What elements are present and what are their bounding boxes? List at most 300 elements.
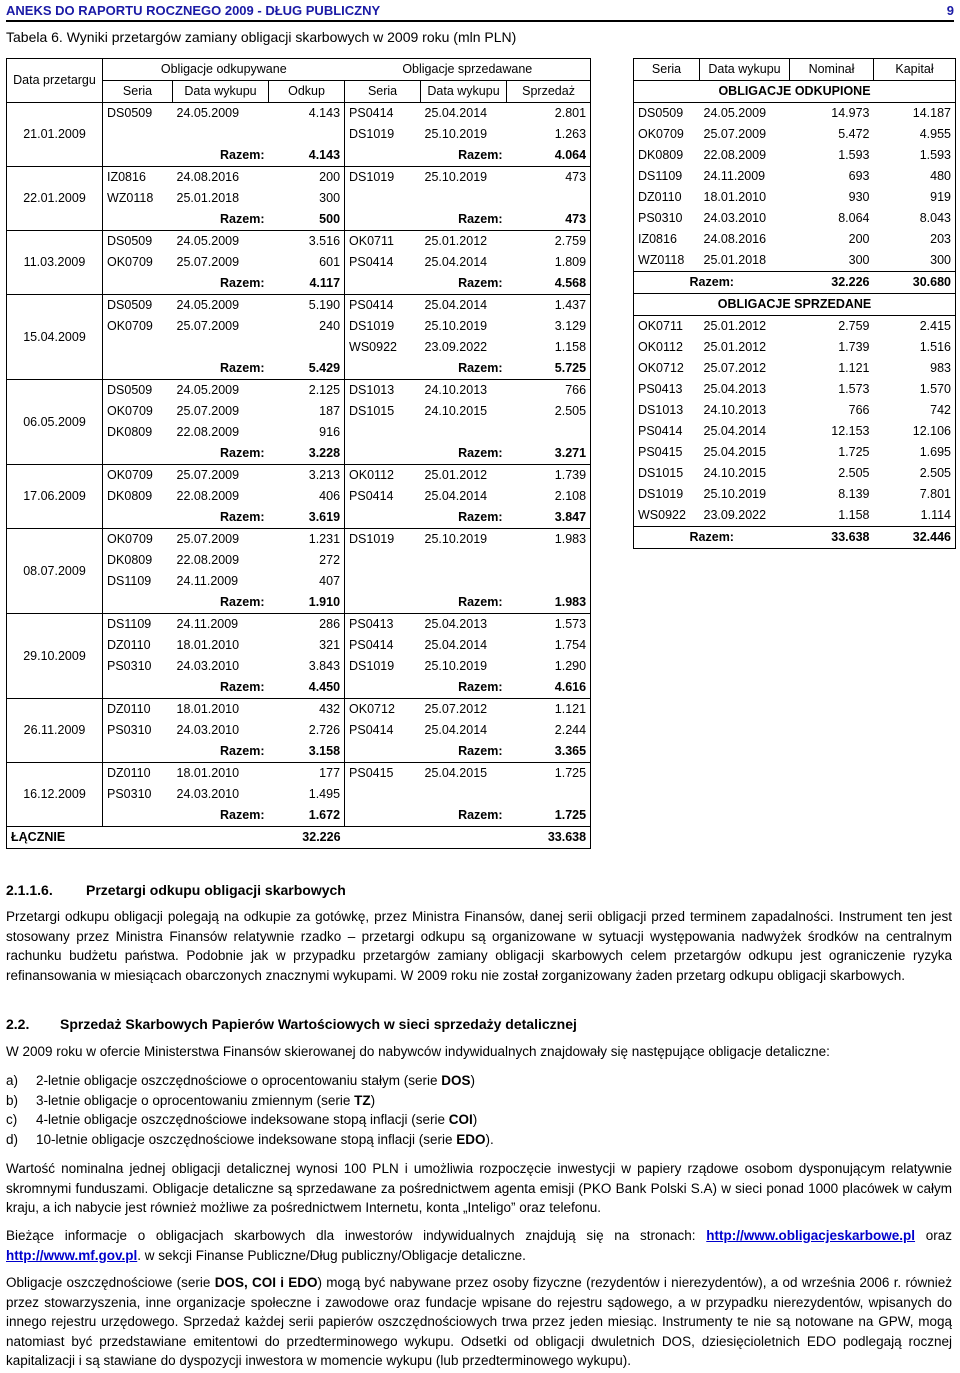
table-row xyxy=(7,529,591,551)
sum-nominal: 32.226 xyxy=(790,272,874,294)
grand-total-row xyxy=(7,827,591,849)
column-header: Data wykupu xyxy=(173,81,269,103)
nominal: 1.739 xyxy=(838,340,870,354)
sold-amount xyxy=(507,784,591,805)
sum-redeemed: 3.619 xyxy=(269,507,345,529)
auction-date: 11.03.2009 xyxy=(7,231,103,295)
column-header: Seria xyxy=(345,81,421,103)
redeemed-maturity: 24.05.2009 xyxy=(176,383,240,397)
capital: 8.043 xyxy=(874,208,956,229)
sold-amount xyxy=(507,422,591,443)
list-item xyxy=(6,1110,494,1130)
series: DS0509 xyxy=(634,103,700,125)
table-row xyxy=(7,103,591,125)
redeemed-amount: 1.495 xyxy=(308,787,341,801)
redeemed-series: DK0809 xyxy=(103,486,173,507)
sold-amount: 1.739 xyxy=(507,465,591,487)
redeemed-series: PS0310 xyxy=(103,720,173,741)
sold-maturity xyxy=(421,188,507,209)
redeemed-maturity: 25.07.2009 xyxy=(176,255,240,269)
series: PS0415 xyxy=(634,442,700,463)
sold-maturity: 25.04.2014 xyxy=(424,255,488,269)
capital: 1.593 xyxy=(874,145,956,166)
redeemed-series: OK0709 xyxy=(103,529,173,551)
redeemed-amount xyxy=(269,337,345,358)
list-marker: a) xyxy=(6,1073,19,1088)
series: OK0712 xyxy=(634,358,700,379)
sum-label: Razem: xyxy=(103,358,269,380)
sum-sold: 4.064 xyxy=(507,145,591,167)
page-header xyxy=(6,2,954,22)
redeemed-series: DS0509 xyxy=(103,103,173,125)
maturity: 24.05.2009 xyxy=(703,106,767,120)
nominal: 1.158 xyxy=(838,508,870,522)
redeemed-maturity: 25.07.2009 xyxy=(176,319,240,333)
redeemed-amount: 177 xyxy=(319,766,341,780)
sum-redeemed: 1.672 xyxy=(269,805,345,827)
sold-maturity: 25.04.2015 xyxy=(424,766,488,780)
maturity: 25.04.2014 xyxy=(703,424,767,438)
info-text-section: . w sekcji Finanse Publiczne/Dług publiczny/Obligacje detaliczne. xyxy=(137,1247,526,1263)
redeemed-series: OK0709 xyxy=(103,252,173,273)
sum-redeemed: 1.910 xyxy=(269,592,345,614)
section-number: 2.2. xyxy=(6,1016,30,1032)
redeemed-maturity xyxy=(173,124,269,145)
sum-label: Razem: xyxy=(103,592,269,614)
paragraph-info-links xyxy=(6,1226,952,1265)
capital: 2.505 xyxy=(874,463,956,484)
redeemed-maturity: 18.01.2010 xyxy=(176,638,240,652)
sold-series: PS0414 xyxy=(345,635,421,656)
redeemed-amount: 601 xyxy=(319,255,341,269)
table-row xyxy=(7,295,591,317)
capital: 742 xyxy=(874,400,956,421)
redeemed-series: DS1109 xyxy=(103,571,173,592)
header-sold: Obligacje sprzedawane xyxy=(345,59,591,81)
table-row xyxy=(634,103,956,125)
redeemed-maturity: 25.01.2018 xyxy=(176,191,240,205)
redeemed-series: WZ0118 xyxy=(103,188,173,209)
sum-redeemed: 4.117 xyxy=(269,273,345,295)
sold-series: PS0414 xyxy=(345,295,421,317)
auction-date: 29.10.2009 xyxy=(7,614,103,699)
paragraph-buyback: Przetargi odkupu obligacji polegają na odkupie za gotówkę, przez Ministra Finansów, danej serii obligacji przed terminem zapadalności. Instrument ten jest stosowany przez Ministra Finansów relatywnie rzadko – przetargi odkupu są organizowane w sytuacji występowania nadwyżek środków na centralnym rachunku budżetu państwa. Podobnie jak w przypadku przetargów zamiany obligacji skarbowych celem przetargów odkupu jest ograniczenie ryzyka refinansowania w miesiącach obarczonych znacznymi wykupami. W 2009 roku nie został zorganizowany żaden przetarg odkupu obligacji skarbowych. xyxy=(6,909,952,983)
redeemed-maturity: 24.03.2010 xyxy=(176,787,240,801)
sum-label: Razem: xyxy=(345,209,507,231)
maturity: 25.07.2009 xyxy=(703,127,767,141)
list-text: 3-letnie obligacje o oprocentowaniu zmiennym (serie xyxy=(36,1092,355,1108)
sold-series: WS0922 xyxy=(345,337,421,358)
redeemed-amount: 2.125 xyxy=(308,383,341,397)
sold-maturity: 25.10.2019 xyxy=(424,127,488,141)
redeemed-maturity xyxy=(173,337,269,358)
nominal: 766 xyxy=(848,403,870,417)
sum-redeemed: 3.228 xyxy=(269,443,345,465)
sold-series: OK0112 xyxy=(345,465,421,487)
table-row xyxy=(7,167,591,189)
sum-sold: 3.847 xyxy=(507,507,591,529)
section-sold: OBLIGACJE SPRZEDANE xyxy=(634,294,956,316)
paragraph-savings-bonds xyxy=(6,1273,952,1371)
sold-maturity: 25.10.2019 xyxy=(424,532,488,546)
sum-label: Razem: xyxy=(345,443,507,465)
total-sold: 33.638 xyxy=(345,827,591,849)
sold-amount: 1.983 xyxy=(507,529,591,551)
sum-label: Razem: xyxy=(103,677,269,699)
maturity: 24.10.2015 xyxy=(703,466,767,480)
sold-maturity: 25.10.2019 xyxy=(424,170,488,184)
capital: 4.955 xyxy=(874,124,956,145)
sum-label: Razem: xyxy=(345,741,507,763)
sold-series: OK0711 xyxy=(345,231,421,253)
sold-amount: 3.129 xyxy=(507,316,591,337)
redeemed-maturity: 18.01.2010 xyxy=(176,702,240,716)
sold-amount: 2.244 xyxy=(507,720,591,741)
series: PS0310 xyxy=(634,208,700,229)
table-row xyxy=(7,699,591,721)
sum-label: Razem: xyxy=(345,358,507,380)
info-text-and: oraz xyxy=(915,1228,953,1243)
sum-label: Razem: xyxy=(345,592,507,614)
sum-label: Razem: xyxy=(103,805,269,827)
auction-date: 22.01.2009 xyxy=(7,167,103,231)
series: IZ0816 xyxy=(634,229,700,250)
redeemed-maturity: 24.05.2009 xyxy=(176,298,240,312)
paragraph-retail-intro: W 2009 roku w ofercie Ministerstwa Finansów skierowanej do nabywców indywidualnych znajdowały się następujące obligacje detaliczne: xyxy=(6,1044,830,1059)
sold-amount: 2.759 xyxy=(507,231,591,253)
series: OK0709 xyxy=(634,124,700,145)
nominal: 693 xyxy=(848,169,870,183)
section-22-heading xyxy=(6,1016,577,1032)
sum-label: Razem: xyxy=(103,209,269,231)
series: OK0711 xyxy=(634,316,700,338)
maturity: 23.09.2022 xyxy=(703,508,767,522)
nominal: 1.573 xyxy=(838,382,870,396)
redeemed-amount: 407 xyxy=(319,574,341,588)
maturity: 18.01.2010 xyxy=(703,190,767,204)
nominal: 5.472 xyxy=(838,127,870,141)
sum-capital: 30.680 xyxy=(874,272,956,294)
maturity: 25.01.2018 xyxy=(703,253,767,267)
savings-text-a: Obligacje oszczędnościowe (serie xyxy=(6,1275,215,1290)
sum-label: Razem: xyxy=(103,741,269,763)
sum-redeemed: 500 xyxy=(269,209,345,231)
maturity: 25.10.2019 xyxy=(703,487,767,501)
redeemed-series: DZ0110 xyxy=(103,699,173,721)
table-row xyxy=(634,316,956,338)
series: WS0922 xyxy=(634,505,700,527)
list-end: ) xyxy=(370,1092,376,1108)
header-date: Data przetargu xyxy=(7,59,103,103)
table-row xyxy=(634,145,956,166)
sum-sold: 3.271 xyxy=(507,443,591,465)
series: PS0414 xyxy=(634,421,700,442)
nominal: 1.121 xyxy=(838,361,870,375)
section-title: Przetargi odkupu obligacji skarbowych xyxy=(86,882,346,898)
series: DK0809 xyxy=(634,145,700,166)
series: DS1019 xyxy=(634,484,700,505)
sum-sold: 4.616 xyxy=(507,677,591,699)
sum-label: Razem: xyxy=(345,805,507,827)
nominal: 2.759 xyxy=(838,319,870,333)
list-end: ). xyxy=(485,1131,494,1147)
capital: 14.187 xyxy=(874,103,956,125)
sold-maturity: 24.10.2015 xyxy=(424,404,488,418)
sold-amount: 1.158 xyxy=(507,337,591,358)
redeemed-series: DS0509 xyxy=(103,295,173,317)
sold-series: PS0414 xyxy=(345,486,421,507)
redeemed-series: DS0509 xyxy=(103,231,173,253)
redeemed-series: DK0809 xyxy=(103,550,173,571)
redeemed-amount: 4.143 xyxy=(308,106,341,120)
sold-maturity: 25.04.2014 xyxy=(424,298,488,312)
sold-series: DS1019 xyxy=(345,316,421,337)
redeemed-amount: 240 xyxy=(319,319,341,333)
maturity: 22.08.2009 xyxy=(703,148,767,162)
sum-redeemed: 4.450 xyxy=(269,677,345,699)
column-header: Kapitał xyxy=(874,59,956,81)
redeemed-maturity: 22.08.2009 xyxy=(176,553,240,567)
series: DS1109 xyxy=(634,166,700,187)
table-row xyxy=(634,379,956,400)
sold-maturity: 25.04.2014 xyxy=(424,106,488,120)
maturity: 24.08.2016 xyxy=(703,232,767,246)
table-row xyxy=(7,380,591,402)
redeemed-maturity: 24.08.2016 xyxy=(176,170,240,184)
series: WZ0118 xyxy=(634,250,700,272)
sold-maturity: 25.07.2012 xyxy=(424,702,488,716)
total-redeemed: 32.226 xyxy=(173,827,345,849)
redeemed-maturity: 18.01.2010 xyxy=(176,766,240,780)
auction-date: 17.06.2009 xyxy=(7,465,103,529)
list-end: ) xyxy=(470,1073,475,1088)
list-series: EDO xyxy=(456,1131,486,1147)
maturity: 25.04.2013 xyxy=(703,382,767,396)
sum-sold: 4.568 xyxy=(507,273,591,295)
sold-maturity: 24.10.2013 xyxy=(424,383,488,397)
sold-series: DS1019 xyxy=(345,167,421,189)
maturity: 24.03.2010 xyxy=(703,211,767,225)
link-obligacjeskarbowe[interactable]: http://www.obligacjeskarbowe.pl xyxy=(706,1228,916,1243)
sold-series: PS0414 xyxy=(345,103,421,125)
nominal: 1.725 xyxy=(838,445,870,459)
sold-series: PS0414 xyxy=(345,720,421,741)
redeemed-amount: 200 xyxy=(319,170,341,184)
sum-label: Razem: xyxy=(103,507,269,529)
column-header: Seria xyxy=(634,59,700,81)
sold-maturity xyxy=(421,422,507,443)
sold-amount: 2.505 xyxy=(507,401,591,422)
sold-series: PS0414 xyxy=(345,252,421,273)
list-series: DOS xyxy=(441,1073,471,1088)
auction-date: 08.07.2009 xyxy=(7,529,103,614)
redeemed-series: OK0709 xyxy=(103,465,173,487)
sum-label: Razem: xyxy=(345,507,507,529)
series: OK0112 xyxy=(634,337,700,358)
capital: 480 xyxy=(874,166,956,187)
table-caption: Tabela 6. Wyniki przetargów zamiany obligacji skarbowych w 2009 roku (mln PLN) xyxy=(6,29,517,45)
table-row xyxy=(634,229,956,250)
sum-label: Razem: xyxy=(634,272,790,294)
redeemed-series: IZ0816 xyxy=(103,167,173,189)
sum-redeemed: 4.143 xyxy=(269,145,345,167)
sold-series: DS1019 xyxy=(345,124,421,145)
capital: 1.695 xyxy=(874,442,956,463)
table-row xyxy=(7,231,591,253)
redeemed-amount: 3.843 xyxy=(308,659,341,673)
savings-series: DOS, COI i EDO xyxy=(214,1275,318,1290)
sum-sold: 1.725 xyxy=(507,805,591,827)
redeemed-amount: 321 xyxy=(319,638,341,652)
sold-amount: 1.121 xyxy=(507,699,591,721)
redeemed-amount: 5.190 xyxy=(308,298,341,312)
nominal: 930 xyxy=(848,190,870,204)
table-row xyxy=(634,208,956,229)
sum-redeemed: 3.158 xyxy=(269,741,345,763)
sum-label: Razem: xyxy=(103,443,269,465)
capital: 1.570 xyxy=(874,379,956,400)
nominal: 12.153 xyxy=(831,424,870,438)
table-row xyxy=(634,484,956,505)
redeemed-series: OK0709 xyxy=(103,316,173,337)
sold-series: DS1019 xyxy=(345,529,421,551)
redeemed-maturity: 22.08.2009 xyxy=(176,425,240,439)
redeemed-series xyxy=(103,124,173,145)
nominal: 14.973 xyxy=(831,106,870,120)
redeemed-amount: 2.726 xyxy=(308,723,341,737)
nominal: 2.505 xyxy=(838,466,870,480)
capital: 983 xyxy=(874,358,956,379)
table-row xyxy=(7,614,591,636)
list-series: COI xyxy=(448,1112,473,1127)
sold-amount: 1.725 xyxy=(507,763,591,785)
list-text: 4-letnie obligacje oszczędnościowe indeksowane stopą inflacji (serie xyxy=(36,1112,449,1127)
link-mf-gov[interactable]: http://www.mf.gov.pl xyxy=(6,1247,138,1263)
redeemed-series: DS1109 xyxy=(103,614,173,636)
sum-label: Razem: xyxy=(103,145,269,167)
sold-maturity: 25.04.2014 xyxy=(424,723,488,737)
redeemed-amount: 406 xyxy=(319,489,341,503)
redeemed-maturity: 22.08.2009 xyxy=(176,489,240,503)
series: DZ0110 xyxy=(634,187,700,208)
redeemed-amount: 300 xyxy=(319,191,341,205)
sold-series: PS0415 xyxy=(345,763,421,785)
sum-capital: 32.446 xyxy=(874,527,956,549)
capital: 203 xyxy=(874,229,956,250)
nominal: 8.139 xyxy=(838,487,870,501)
maturity: 25.04.2015 xyxy=(703,445,767,459)
summary-table xyxy=(633,58,956,549)
redeemed-series: PS0310 xyxy=(103,656,173,677)
column-header: Odkup xyxy=(269,81,345,103)
sold-amount: 2.801 xyxy=(507,103,591,125)
page-number: 9 xyxy=(946,3,954,18)
sold-maturity: 25.04.2013 xyxy=(424,617,488,631)
table-row xyxy=(7,763,591,785)
capital: 1.516 xyxy=(874,337,956,358)
sold-series: DS1019 xyxy=(345,656,421,677)
sold-maturity: 25.10.2019 xyxy=(424,659,488,673)
redeemed-series: OK0709 xyxy=(103,401,173,422)
nominal: 200 xyxy=(848,232,870,246)
sum-sold: 3.365 xyxy=(507,741,591,763)
redeemed-maturity: 25.07.2009 xyxy=(176,404,240,418)
auction-date: 16.12.2009 xyxy=(7,763,103,827)
sold-maturity xyxy=(421,550,507,571)
capital: 7.801 xyxy=(874,484,956,505)
list-item xyxy=(6,1091,494,1111)
maturity: 25.01.2012 xyxy=(703,340,767,354)
redeemed-maturity: 24.11.2009 xyxy=(176,574,239,588)
sold-series: PS0413 xyxy=(345,614,421,636)
sold-maturity: 23.09.2022 xyxy=(424,340,488,354)
info-text: Bieżące informacje o obligacjach skarbowych dla inwestorów indywidualnych znajdują się na stronach: xyxy=(6,1228,707,1243)
savings-text-c: ) mogą być nabywane przez osoby fizyczne (rezydentów i nierezydentów), a od września 2006 r. również przez stowarzyszenia, inne organizacje społeczne i zawodowe oraz fundacje wpisane do rejestru sądowego, a w przypadku nierezydentów, wpisanych do innego rejestru urzędowego. Sprzedaż każdej serii papierów oszczędnościowych trwa przez jeden miesiąc. Instrumenty te nie są notowane na GPW, mogą natomiast być przedstawiane emitentowi do przedterminowego wykupu. Odsetki od obligacji dwuletnich DOS, dziesięcioletnich EDO podlegają rocznej kapitalizacji i są stawiane do dyspozycji inwestora w momencie wykupu (lub przedterminowego wykupu). xyxy=(6,1275,952,1368)
list-marker: c) xyxy=(6,1112,18,1127)
maturity: 25.01.2012 xyxy=(703,319,767,333)
capital: 2.415 xyxy=(874,316,956,338)
list-marker: d) xyxy=(6,1131,19,1147)
redeemed-amount: 286 xyxy=(319,617,341,631)
redeemed-maturity: 24.11.2009 xyxy=(176,617,239,631)
sold-series: DS1015 xyxy=(345,401,421,422)
sold-series: DS1013 xyxy=(345,380,421,402)
sold-amount xyxy=(507,550,591,571)
column-header: Nominał xyxy=(790,59,874,81)
redeemed-amount: 3.516 xyxy=(308,234,341,248)
list-text: 2-letnie obligacje oszczędnościowe o oprocentowaniu stałym (serie xyxy=(36,1073,442,1088)
series: PS0413 xyxy=(634,379,700,400)
capital: 1.114 xyxy=(874,505,956,527)
sold-amount: 1.290 xyxy=(507,656,591,677)
auction-date: 15.04.2009 xyxy=(7,295,103,380)
table-row xyxy=(634,187,956,208)
nominal: 1.593 xyxy=(838,148,870,162)
table-row xyxy=(634,250,956,272)
table-row xyxy=(634,400,956,421)
redeemed-maturity: 25.07.2009 xyxy=(176,532,240,546)
series: DS1015 xyxy=(634,463,700,484)
list-marker: b) xyxy=(6,1092,19,1108)
sold-maturity: 25.10.2019 xyxy=(424,319,488,333)
auction-date: 26.11.2009 xyxy=(7,699,103,763)
sum-label: Razem: xyxy=(634,527,790,549)
column-header: Data wykupu xyxy=(421,81,507,103)
redeemed-amount: 272 xyxy=(319,553,341,567)
section-redeemed: OBLIGACJE ODKUPIONE xyxy=(634,81,956,103)
sold-maturity: 25.04.2014 xyxy=(424,489,488,503)
redeemed-maturity: 25.07.2009 xyxy=(176,468,240,482)
list-item xyxy=(6,1071,494,1091)
sold-series xyxy=(345,571,421,592)
header-title: ANEKS DO RAPORTU ROCZNEGO 2009 - DŁUG PUBLICZNY xyxy=(6,3,381,18)
switch-auction-table xyxy=(6,58,591,849)
list-item xyxy=(6,1130,494,1150)
sum-label: Razem: xyxy=(103,273,269,295)
sold-amount: 766 xyxy=(507,380,591,402)
redeemed-series: DK0809 xyxy=(103,422,173,443)
redeemed-amount: 3.213 xyxy=(308,468,341,482)
sold-amount: 2.108 xyxy=(507,486,591,507)
list-text: 10-letnie obligacje oszczędnościowe indeksowane stopą inflacji (serie xyxy=(36,1131,457,1147)
sold-amount: 1.437 xyxy=(507,295,591,317)
redeemed-series: PS0310 xyxy=(103,784,173,805)
sold-amount: 473 xyxy=(507,167,591,189)
sold-maturity: 25.01.2012 xyxy=(424,234,488,248)
sold-series xyxy=(345,188,421,209)
maturity: 25.07.2012 xyxy=(703,361,767,375)
sold-maturity xyxy=(421,784,507,805)
